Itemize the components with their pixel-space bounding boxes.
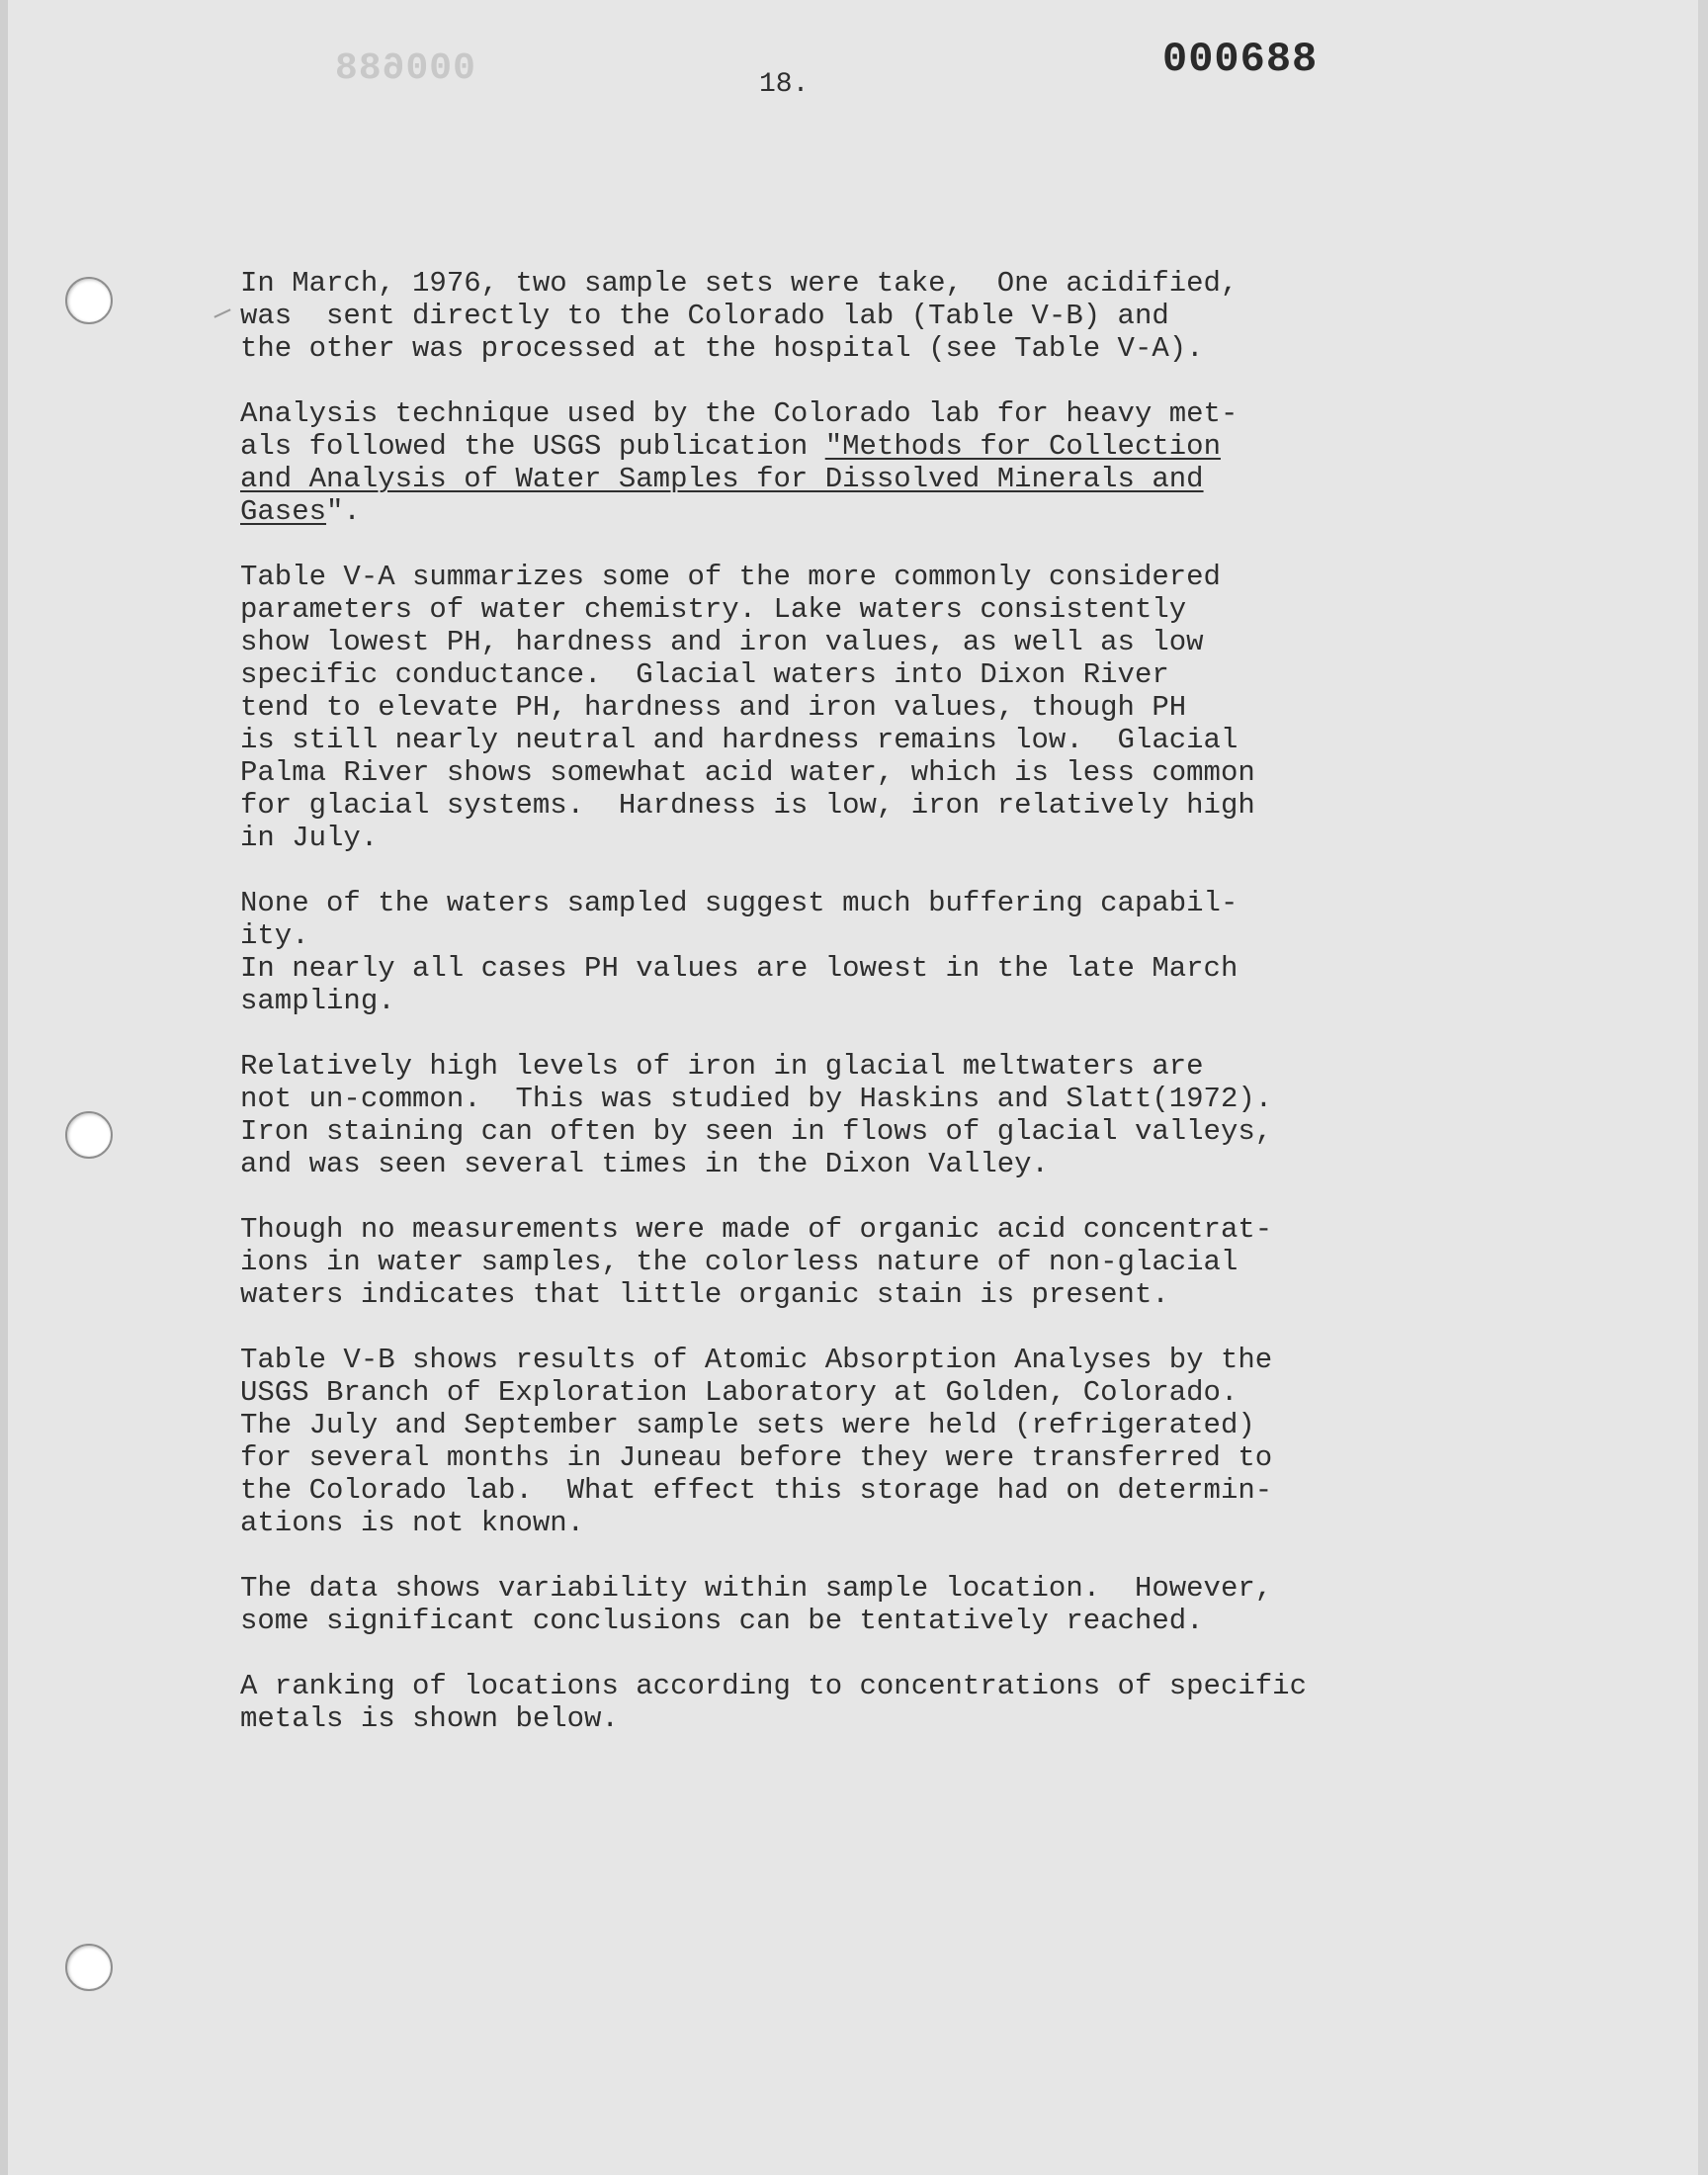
- text-line: for glacial systems. Hardness is low, iron relatively high: [240, 789, 1255, 822]
- paragraph-sampling: [240, 267, 1505, 365]
- paragraph-table-vb: [240, 1344, 1505, 1539]
- paragraph-iron-levels: [240, 1050, 1505, 1180]
- text-line: USGS Branch of Exploration Laboratory at Golden, Colorado.: [240, 1376, 1238, 1409]
- text-line: The July and September sample sets were held (refrigerated): [240, 1409, 1255, 1441]
- text-line: tend to elevate PH, hardness and iron values, though PH: [240, 691, 1187, 724]
- margin-mark: [214, 308, 230, 317]
- text-line: is still nearly neutral and hardness remains low. Glacial: [240, 724, 1238, 756]
- text-line: for several months in Juneau before they were transferred to: [240, 1441, 1273, 1474]
- bleed-through-stamp: 000688: [334, 47, 475, 90]
- text-span: als followed the USGS publication: [240, 430, 825, 463]
- text-line: Analysis technique used by the Colorado lab for heavy met-: [240, 397, 1238, 430]
- text-line: Relatively high levels of iron in glacial meltwaters are: [240, 1050, 1204, 1083]
- text-line: Table V-B shows results of Atomic Absorption Analyses by the: [240, 1344, 1273, 1376]
- publication-title-part: Gases: [240, 495, 327, 528]
- text-line: None of the waters sampled suggest much buffering capabil-: [240, 887, 1238, 919]
- text-line: ity.: [240, 919, 309, 952]
- text-line: Palma River shows somewhat acid water, which is less common: [240, 756, 1255, 789]
- paragraph-analysis-technique: [240, 397, 1505, 528]
- text-line: sampling.: [240, 985, 395, 1017]
- binder-hole-top: [65, 277, 113, 324]
- text-line: The data shows variability within sample location. However,: [240, 1572, 1273, 1605]
- page-left-edge: [0, 0, 8, 2175]
- text-line: Though no measurements were made of organic acid concentrat-: [240, 1213, 1273, 1246]
- text-line: not un-common. This was studied by Haskins and Slatt(1972).: [240, 1083, 1273, 1115]
- text-line: the other was processed at the hospital (see Table V-A).: [240, 332, 1204, 365]
- binder-hole-middle: [65, 1111, 113, 1159]
- text-line: in July.: [240, 822, 379, 854]
- text-line: waters indicates that little organic stain is present.: [240, 1278, 1169, 1311]
- paragraph-ranking: [240, 1670, 1505, 1735]
- text-line: In nearly all cases PH values are lowest in the late March: [240, 952, 1238, 985]
- text-line: [240, 430, 1505, 463]
- publication-title-part: "Methods for Collection: [824, 430, 1221, 463]
- text-line: and was seen several times in the Dixon Valley.: [240, 1148, 1049, 1180]
- text-line: was sent directly to the Colorado lab (Table V-B) and: [240, 300, 1169, 332]
- body-text: [240, 267, 1505, 1768]
- text-line: [240, 495, 1505, 528]
- text-line: specific conductance. Glacial waters into Dixon River: [240, 658, 1169, 691]
- page-right-edge: [1698, 0, 1708, 2175]
- text-line: some significant conclusions can be tentatively reached.: [240, 1605, 1204, 1637]
- text-line: parameters of water chemistry. Lake waters consistently: [240, 593, 1187, 626]
- text-line: ations is not known.: [240, 1507, 585, 1539]
- text-line: show lowest PH, hardness and iron values, as well as low: [240, 626, 1204, 658]
- text-span: ".: [326, 495, 361, 528]
- paragraph-buffering: [240, 887, 1505, 1017]
- text-line: metals is shown below.: [240, 1702, 619, 1735]
- document-number-stamp: 000688: [1162, 36, 1319, 83]
- text-line: Table V-A summarizes some of the more commonly considered: [240, 561, 1221, 593]
- text-line: Iron staining can often by seen in flows of glacial valleys,: [240, 1115, 1273, 1148]
- text-line: A ranking of locations according to concentrations of specific: [240, 1670, 1307, 1702]
- text-line: ions in water samples, the colorless nature of non-glacial: [240, 1246, 1238, 1278]
- paragraph-table-va: [240, 561, 1505, 854]
- publication-title-part: and Analysis of Water Samples for Dissolved Minerals and: [240, 463, 1204, 495]
- paragraph-organic-acid: [240, 1213, 1505, 1311]
- text-line: the Colorado lab. What effect this storage had on determin-: [240, 1474, 1273, 1507]
- text-line: In March, 1976, two sample sets were take, One acidified,: [240, 267, 1238, 300]
- binder-hole-bottom: [65, 1944, 113, 1991]
- paragraph-variability: [240, 1572, 1505, 1637]
- page-number: 18.: [759, 69, 810, 100]
